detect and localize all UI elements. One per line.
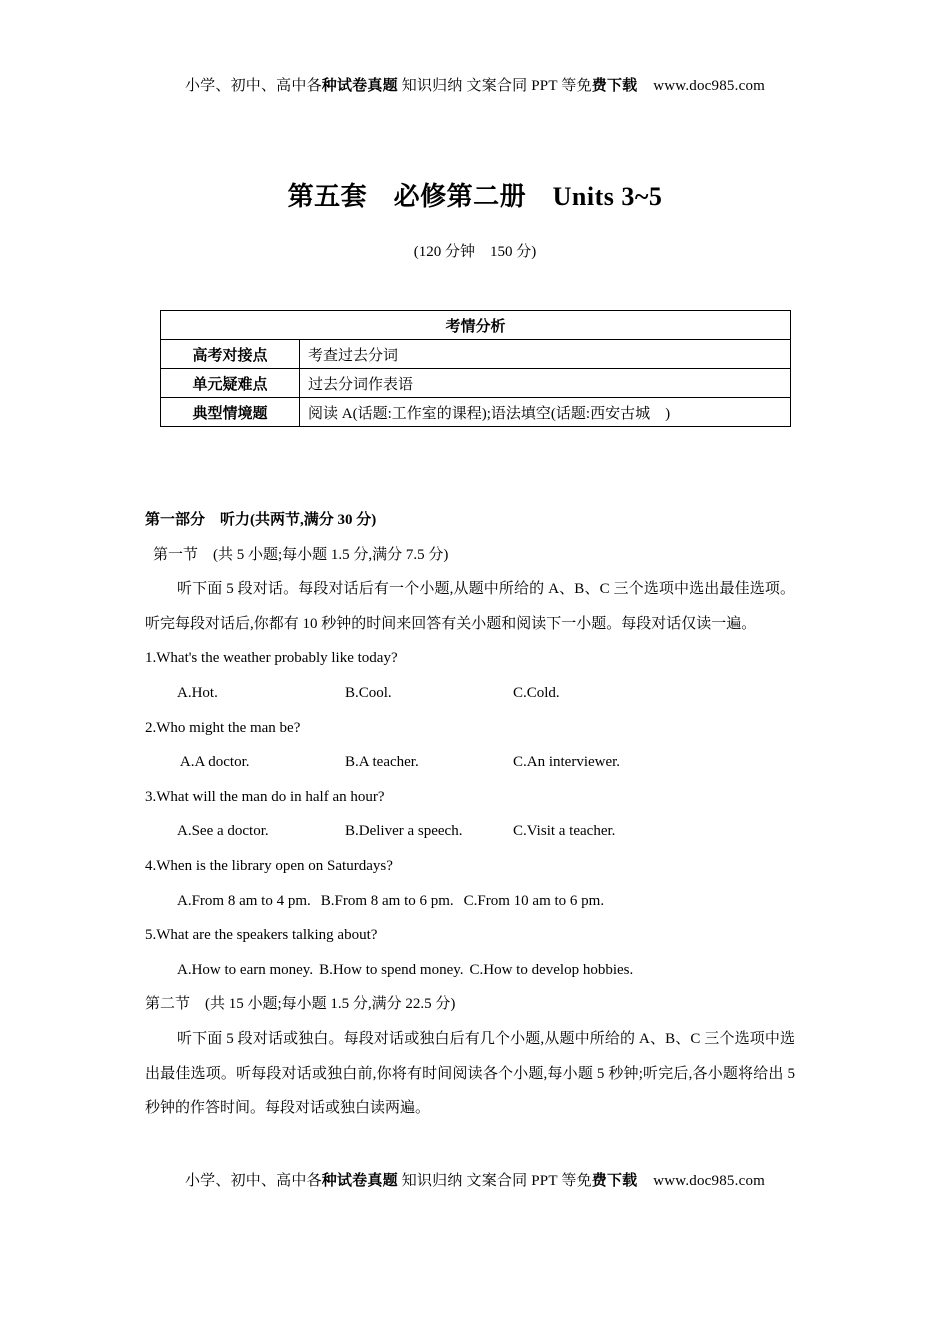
option-a: A.A doctor. [177, 754, 250, 771]
page-subtitle: (120 分钟 150 分) [413, 244, 537, 260]
option-a: A.From 8 am to 4 pm. [177, 892, 311, 909]
option-c: C.How to develop hobbies. [469, 961, 634, 978]
option-b: B.Deliver a speech. [345, 823, 463, 840]
table-cell-value: 考查过去分词 [300, 340, 791, 369]
analysis-table [160, 310, 791, 427]
header-banner-url[interactable]: www.doc985.com [653, 78, 766, 94]
main-content [145, 503, 795, 1126]
question-options-3 [145, 814, 795, 849]
section2-instruction: 听下面 5 段对话或独白。每段对话或独白后有几个小题,从题中所给的 A、B、C 三个选项中选出最佳选项。听每段对话或独白前,你将有时间阅读各个小题,每小题 5 秒钟;听完后,各小题将给出 5 秒钟的作答时间。每段对话或独白读两遍。 [145, 1030, 795, 1117]
option-a: A.See a doctor. [177, 823, 269, 840]
footer-banner-bold: 种试卷真题 [321, 1173, 398, 1189]
table-cell-label: 高考对接点 [161, 340, 300, 369]
header-banner-prefix: 小学、初中、高中各 [184, 78, 322, 94]
footer-banner-mid: 知识归纳 文案合同 PPT 等免 [397, 1173, 592, 1189]
table-cell-label: 单元疑难点 [161, 369, 300, 398]
page-title: 第五套 必修第二册 Units 3~5 [287, 182, 663, 211]
option-c: C.Visit a teacher. [513, 823, 616, 840]
table-row [161, 340, 791, 369]
question-options-1 [145, 676, 795, 711]
table-row [161, 398, 791, 427]
analysis-table-heading: 考情分析 [161, 311, 791, 340]
part1-title: 第一部分 听力(共两节,满分 30 分) [145, 512, 377, 528]
header-banner-bold2: 费下载 [591, 78, 638, 94]
option-b: B.A teacher. [345, 754, 419, 771]
footer-banner-prefix: 小学、初中、高中各 [184, 1173, 322, 1189]
option-c: C.An interviewer. [513, 754, 621, 771]
table-cell-label: 典型情境题 [161, 398, 300, 427]
option-c: C.Cold. [513, 684, 560, 701]
footer-banner-url[interactable]: www.doc985.com [653, 1173, 766, 1189]
table-cell-value: 过去分词作表语 [300, 369, 791, 398]
option-a: A.Hot. [177, 684, 218, 701]
table-row [161, 311, 791, 340]
header-banner-bold: 种试卷真题 [321, 78, 398, 94]
question-stem-3: 3.What will the man do in half an hour? [145, 788, 385, 805]
option-b: B.Cool. [345, 684, 392, 701]
section1-title: 第一节 (共 5 小题;每小题 1.5 分,满分 7.5 分) [153, 546, 449, 563]
question-stem-4: 4.When is the library open on Saturdays? [145, 857, 393, 874]
question-options-4 [145, 884, 795, 919]
question-options-2 [145, 745, 795, 780]
question-stem-5: 5.What are the speakers talking about? [145, 927, 378, 944]
option-c: C.From 10 am to 6 pm. [463, 892, 605, 909]
question-options-5 [145, 953, 795, 988]
footer-banner-bold2: 费下载 [591, 1173, 638, 1189]
header-banner-mid: 知识归纳 文案合同 PPT 等免 [397, 78, 592, 94]
section2-title: 第二节 (共 15 小题;每小题 1.5 分,满分 22.5 分) [145, 996, 456, 1013]
footer-banner [0, 1169, 950, 1190]
header-banner [0, 74, 950, 95]
table-cell-value: 阅读 A(话题:工作室的课程);语法填空(话题:西安古城 ) [300, 398, 791, 427]
table-row [161, 369, 791, 398]
section1-instruction: 听下面 5 段对话。每段对话后有一个小题,从题中所给的 A、B、C 三个选项中选出最佳选项。听完每段对话后,你都有 10 秒钟的时间来回答有关小题和阅读下一小题。每段对话仅读一遍。 [145, 581, 795, 632]
option-a: A.How to earn money. [177, 961, 314, 978]
option-b: B.From 8 am to 6 pm. [320, 892, 454, 909]
option-b: B.How to spend money. [319, 961, 464, 978]
question-stem-1: 1.What's the weather probably like today? [145, 650, 398, 667]
question-stem-2: 2.Who might the man be? [145, 719, 301, 736]
